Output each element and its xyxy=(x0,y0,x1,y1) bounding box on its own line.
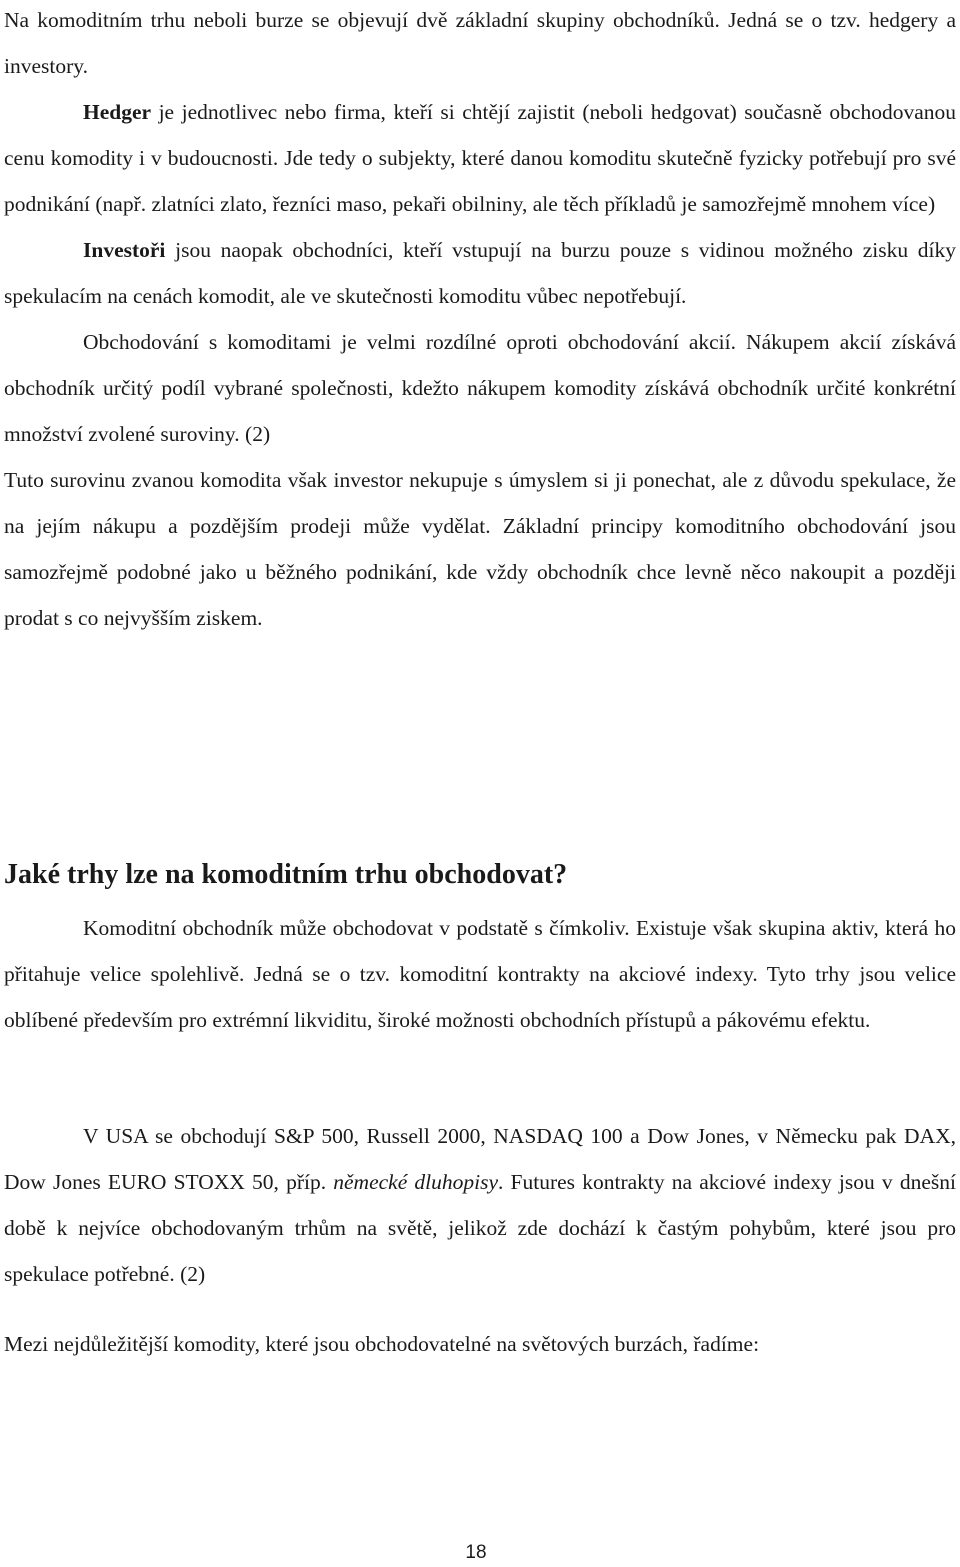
commodities-list-intro xyxy=(4,1321,956,1367)
term-investors: Investoři xyxy=(83,238,166,262)
paragraph-trader-groups: Na komoditním trhu neboli burze se objevují dvě základní skupiny obchodníků. Jedná se o tzv. hedgery a investory. xyxy=(4,8,956,78)
paragraph-investors xyxy=(4,227,956,319)
markets-section xyxy=(4,905,956,1043)
german-bonds-italic: německé dluhopisy xyxy=(333,1170,499,1194)
indexes-text-end: . Futures kontrakty na akciové indexy jsou v dnešní době k nejvíce obchodovaným trhům na světě, jelikož zde dochází k častým pohybům, které jsou pro spekulace potřebné. (2) xyxy=(4,1170,956,1286)
paragraph-index-contracts: Komoditní obchodník může obchodovat v podstatě s čímkoliv. Existuje však skupina aktiv, která ho přitahuje velice spolehlivě. Jedná se o tzv. komoditní kontrakty na akciové indexy. Tyto trhy jsou velice oblíbené především pro extrémní likviditu, široké možnosti obchodních přístupů a pákovému efektu. xyxy=(4,916,956,1032)
paragraph-speculation: Tuto surovinu zvanou komodita však investor nekupuje s úmyslem si ji ponechat, ale z důvodu spekulace, že na jejím nákupu a pozdějším prodeji může vydělat. Základní principy komoditního obchodování jsou samozřejmě podobné jako u běžného podnikání, kde vždy obchodník chce levně něco nakoupit a později prodat s co nejvyšším ziskem. xyxy=(4,468,956,630)
investors-definition: jsou naopak obchodníci, kteří vstupují na burzu pouze s vidinou možného zisku díky spekulacím na cenách komodit, ale ve skutečnosti komoditu vůbec nepotřebují. xyxy=(4,238,956,308)
indexes-text-start: V USA se obchodují S&P 500, Russell 2000, NASDAQ 100 a Dow Jones, v Německu pak DAX, Dow Jones EURO STOXX 50, příp. xyxy=(4,1124,956,1194)
paragraph-commodities-intro: Mezi nejdůležitější komodity, které jsou obchodovatelné na světových burzách, řadíme: xyxy=(4,1332,760,1356)
paragraph-hedger xyxy=(4,89,956,227)
document-page xyxy=(4,0,956,1567)
page-number: 18 xyxy=(465,1542,487,1563)
paragraph-commodities-vs-stocks: Obchodování s komoditami je velmi rozdílné oproti obchodování akcií. Nákupem akcií získává obchodník určitý podíl vybrané společnosti, kdežto nákupem komodity získává obchodník určité konkrétní množství zvolené suroviny. (2) xyxy=(4,330,956,446)
section-heading: Jaké trhy lze na komoditním trhu obchodovat? xyxy=(4,859,568,890)
paragraph-indexes xyxy=(4,1113,956,1297)
hedger-definition: je jednotlivec nebo firma, kteří si chtějí zajistit (neboli hedgovat) současně obchodovanou cenu komodity i v budoucnosti. Jde tedy o subjekty, které danou komoditu skutečně fyzicky potřebují pro své podnikání (např. zlatníci zlato, řezníci maso, pekaři obilniny, ale těch příkladů je samozřejmě mnohem více) xyxy=(4,100,956,216)
intro-section xyxy=(4,0,956,641)
indexes-section xyxy=(4,1113,956,1297)
term-hedger: Hedger xyxy=(83,100,152,124)
